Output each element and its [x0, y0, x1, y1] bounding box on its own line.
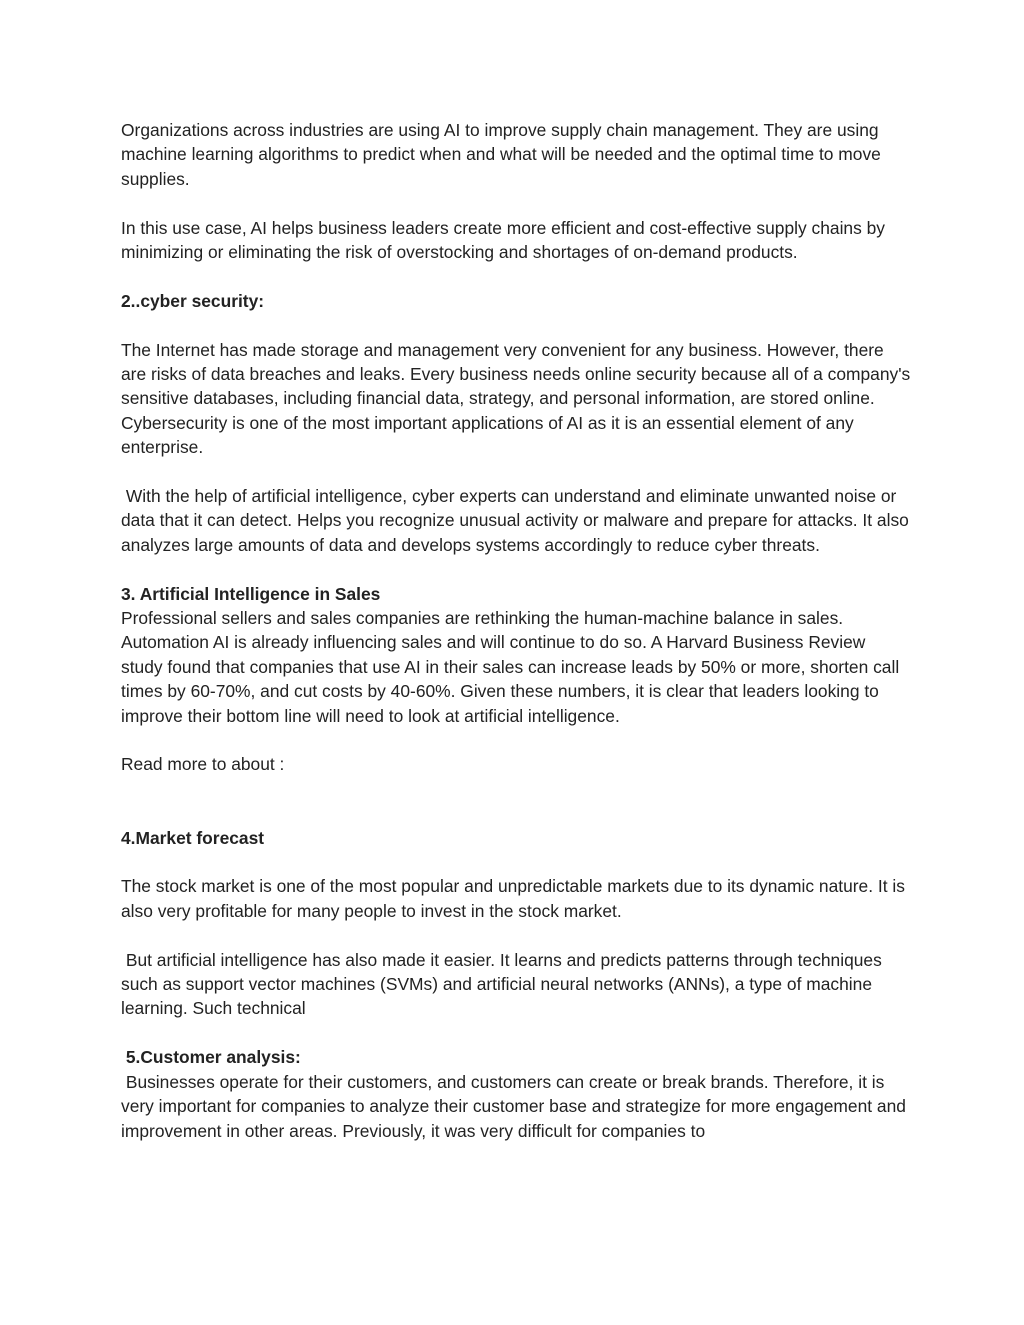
paragraph-cyber-security-ai: With the help of artificial intelligence, cyber experts can understand and eliminate unwanted noise or data that it can detect. Helps you recognize unusual activity or malware and prepare for attacks. It also analyzes large amounts of data and develops systems accordingly to reduce cyber threats.: [121, 486, 914, 555]
paragraph-ai-in-sales: Professional sellers and sales companies are rethinking the human-machine balance in sales. Automation AI is already influencing sales and will continue to do so. A Harvard Business Review study found that companies that use AI in their sales can increase leads by 50% or more, shorten call times by 60-70%, and cut costs by 40-60%. Given these numbers, it is clear that leaders looking to improve their bottom line will need to look at artificial intelligence.: [121, 608, 905, 726]
heading-cyber-security: 2..cyber security:: [121, 290, 265, 311]
paragraph-spacer: [121, 850, 911, 874]
paragraph-supply-chain-intro: Organizations across industries are using AI to improve supply chain management. They are using machine learning algorithms to predict when and what will be needed and the optimal time to move supplies.: [121, 120, 886, 189]
paragraph-spacer: [121, 1021, 911, 1045]
paragraph-market-forecast-ai: But artificial intelligence has also made it easier. It learns and predicts patterns through techniques such as support vector machines (SVMs) and artificial neural networks (ANNs), a type of machine learning. Such technical: [121, 949, 887, 1019]
paragraph-customer-analysis: Businesses operate for their customers, and customers can create or break brands. Therefore, it is very important for companies to analyze their customer base and strategize for more engagement and improvement in other areas. Previously, it was very difficult for companies to: [121, 1071, 911, 1141]
heading-customer-analysis: 5.Customer analysis:: [121, 1047, 301, 1068]
heading-market-forecast: 4.Market forecast: [121, 827, 265, 848]
paragraph-spacer: [121, 923, 911, 947]
paragraph-supply-chain-use-case: In this use case, AI helps business leaders create more efficient and cost-effective supply chains by minimizing or eliminating the risk of overstocking and shortages of on-demand products.: [121, 217, 890, 263]
heading-ai-in-sales: 3. Artificial Intelligence in Sales: [121, 583, 381, 604]
paragraph-spacer: [121, 264, 911, 288]
read-more-text: Read more to about :: [121, 754, 285, 775]
paragraph-spacer: [121, 777, 911, 826]
paragraph-spacer: [121, 728, 911, 752]
document-page: [121, 118, 916, 1143]
paragraph-spacer: [121, 191, 911, 215]
paragraph-spacer: [121, 557, 911, 581]
paragraph-cyber-security-intro: The Internet has made storage and management very convenient for any business. However, there are risks of data breaches and leaks. Every business needs online security because all of a company's sensitive databases, including financial data, strategy, and personal information, are stored online. Cybersecurity is one of the most important applications of AI as it is an essential element of any enterprise.: [121, 339, 916, 458]
paragraph-spacer: [121, 313, 911, 337]
paragraph-spacer: [121, 460, 911, 484]
paragraph-market-forecast-intro: The stock market is one of the most popular and unpredictable markets due to its dynamic nature. It is also very profitable for many people to invest in the stock market.: [121, 876, 910, 921]
